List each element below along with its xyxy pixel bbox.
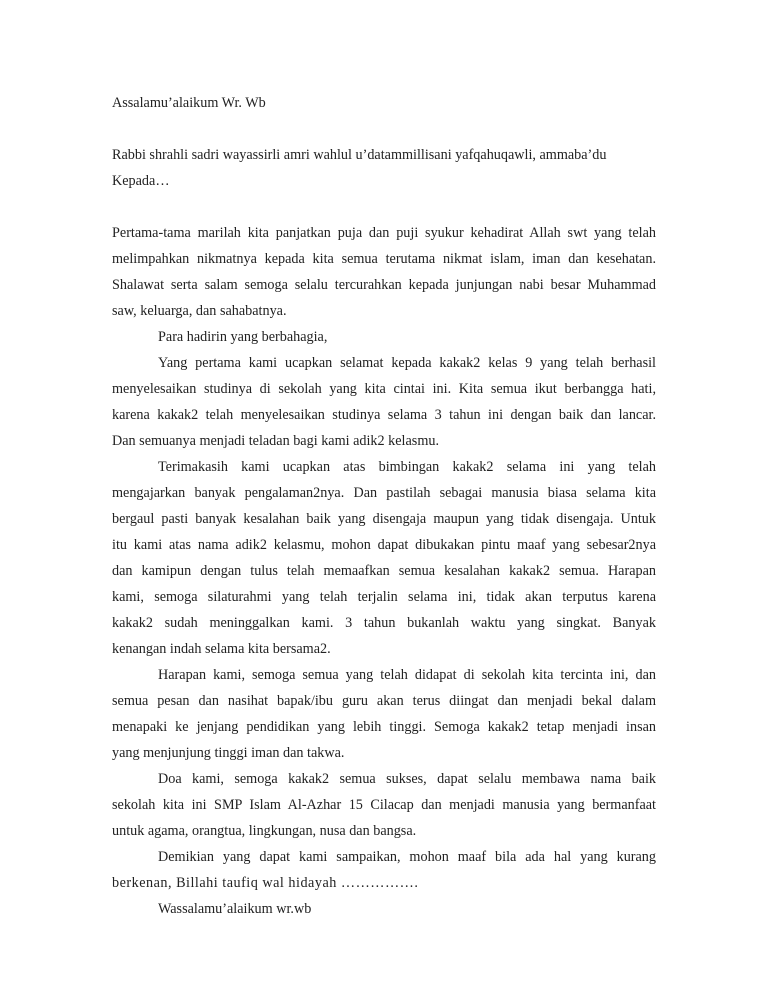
paragraph-line: berkenan, Billahi taufiq wal hidayah ……………. <box>112 875 419 891</box>
paragraph-line: menapaki ke jenjang pendidikan yang lebih tinggi. Semoga kakak2 tetap menjadi insan <box>112 719 656 735</box>
paragraph-line: Doa kami, semoga kakak2 semua sukses, dapat selalu membawa nama baik <box>158 771 656 787</box>
paragraph-line: Demikian yang dapat kami sampaikan, mohon maaf bila ada hal yang kurang <box>158 849 656 865</box>
paragraph-closing <box>112 844 656 896</box>
paragraph-gratitude <box>112 454 656 662</box>
paragraph-line: Yang pertama kami ucapkan selamat kepada kakak2 kelas 9 yang telah berhasil <box>158 355 656 371</box>
paragraph-line: mengajarkan banyak pengalaman2nya. Dan pastilah sebagai manusia biasa selama kita <box>112 485 656 501</box>
paragraph-line: bergaul pasti banyak kesalahan baik yang disengaja maupun yang tidak disengaja. Untuk <box>112 511 656 527</box>
greeting-line: Assalamu’alaikum Wr. Wb <box>112 95 266 111</box>
paragraph-line: karena kakak2 telah menyelesaikan studinya selama 3 tahun ini dengan baik dan lancar. <box>112 407 656 423</box>
paragraph-line: menyelesaikan studinya di sekolah yang kita cintai ini. Kita semua ikut berbangga hati, <box>112 381 656 397</box>
paragraph-opening <box>112 220 656 324</box>
paragraph-line: Harapan kami, semoga semua yang telah didapat di sekolah kita tercinta ini, dan <box>158 667 656 683</box>
paragraph-line: Para hadirin yang berbahagia, <box>158 329 328 345</box>
paragraph-prayer <box>112 766 656 844</box>
paragraph-hope <box>112 662 656 766</box>
paragraph-congratulations <box>112 350 656 454</box>
paragraph-line: Pertama-tama marilah kita panjatkan puja dan puji syukur kehadirat Allah swt yang telah <box>112 225 656 241</box>
addressee-line: Kepada… <box>112 173 170 189</box>
prayer-line: Rabbi shrahli sadri wayassirli amri wahlul u’datammillisani yafqahuqawli, ammaba’du <box>112 147 607 163</box>
paragraph-line: kakak2 sudah meninggalkan kami. 3 tahun bukanlah waktu yang singkat. Banyak <box>112 615 656 631</box>
paragraph-line: kami, semoga silaturahmi yang telah terjalin selama ini, tidak akan terputus karena <box>112 589 656 605</box>
paragraph-line: Dan semuanya menjadi teladan bagi kami adik2 kelasmu. <box>112 433 439 449</box>
paragraph-line: sekolah kita ini SMP Islam Al-Azhar 15 Cilacap dan menjadi manusia yang bermanfaat <box>112 797 656 813</box>
paragraph-farewell <box>112 896 656 922</box>
paragraph-line: dan kamipun dengan tulus telah memaafkan semua kesalahan kakak2 semua. Harapan <box>112 563 656 579</box>
document-page <box>112 90 656 922</box>
paragraph-line: Terimakasih kami ucapkan atas bimbingan kakak2 selama ini yang telah <box>158 459 656 475</box>
paragraph-line: semua pesan dan nasihat bapak/ibu guru akan terus diingat dan menjadi bekal dalam <box>112 693 656 709</box>
closing-greeting: Wassalamu’alaikum wr.wb <box>158 901 312 917</box>
paragraph-line: yang menjunjung tinggi iman dan takwa. <box>112 745 345 761</box>
spacer <box>112 194 656 220</box>
paragraph-line: Shalawat serta salam semoga selalu tercurahkan kepada junjungan nabi besar Muhammad <box>112 277 656 293</box>
spacer <box>112 116 656 142</box>
paragraph-line: kenangan indah selama kita bersama2. <box>112 641 331 657</box>
paragraph-salutation <box>112 324 656 350</box>
paragraph-line: melimpahkan nikmatnya kepada kita semua terutama nikmat islam, iman dan kesehatan. <box>112 251 656 267</box>
paragraph-line: saw, keluarga, dan sahabatnya. <box>112 303 287 319</box>
paragraph-line: untuk agama, orangtua, lingkungan, nusa dan bangsa. <box>112 823 417 839</box>
paragraph-line: itu kami atas nama adik2 kelasmu, mohon dapat dibukakan pintu maaf yang sebesar2nya <box>112 537 656 553</box>
